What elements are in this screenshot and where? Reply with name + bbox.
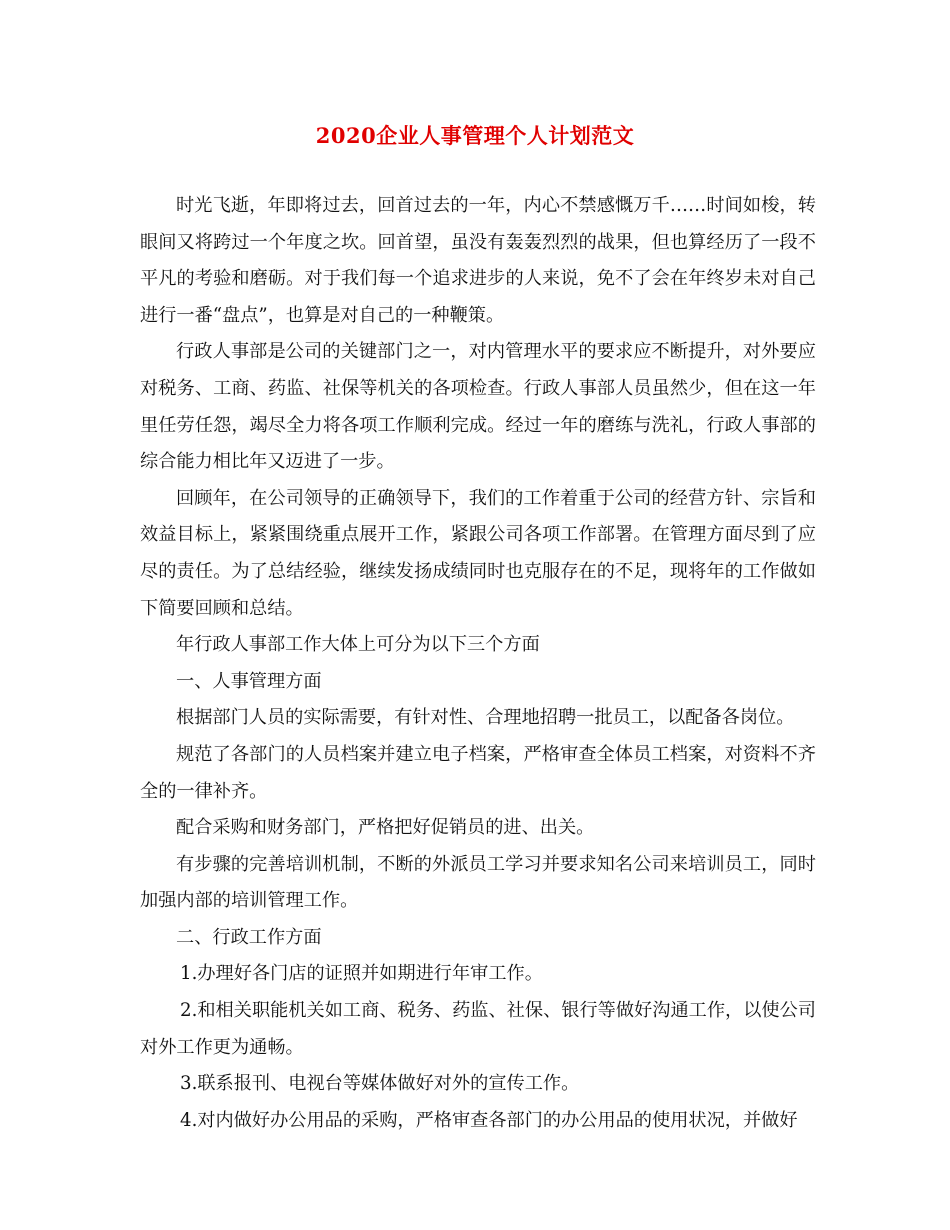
paragraph-overview: 年行政人事部工作大体上可分为以下三个方面 (176, 634, 540, 656)
document-body (140, 188, 816, 1139)
list-item-3: 3.联系报刊、电视台等媒体做好对外的宣传工作。 (180, 1073, 580, 1095)
section-heading-personnel: 一、人事管理方面 (176, 670, 322, 692)
paragraph-review: 回顾年，在公司领导的正确领导下，我们的工作着重于公司的经营方针、宗旨和效益目标上，紧紧围绕重点展开工作，紧跟公司各项工作部署。在管理方面尽到了应尽的责任。为了总结经验，继续发扬成绩同时也克服存在的不足，现将年的工作做如下简要回顾和总结。 (140, 487, 816, 619)
list-item-1: 1.办理好各门店的证照并如期进行年审工作。 (180, 963, 543, 985)
section-heading-administration: 二、行政工作方面 (176, 926, 322, 948)
paragraph-training: 有步骤的完善培训机制，不断的外派员工学习并要求知名公司来培训员工，同时加强内部的培训管理工作。 (140, 853, 816, 912)
paragraph-archives: 规范了各部门的人员档案并建立电子档案，严格审查全体员工档案，对资料不齐全的一律补齐。 (140, 743, 816, 802)
paragraph-intro: 时光飞逝，年即将过去，回首过去的一年，内心不禁感慨万千……时间如梭，转眼间又将跨过一个年度之坎。回首望，虽没有轰轰烈烈的战果，但也算经历了一段不平凡的考验和磨砺。对于我们每一个追求进步的人来说，免不了会在年终岁未对自己进行一番“盘点”，也算是对自己的一种鞭策。 (140, 195, 816, 326)
document-title: 2020企业人事管理个人计划范文 (315, 123, 635, 148)
list-item-4: 4.对内做好办公用品的采购，严格审查各部门的办公用品的使用状况，并做好 (180, 1109, 798, 1131)
paragraph-promoters: 配合采购和财务部门，严格把好促销员的进、出关。 (176, 817, 595, 839)
list-item-2: 2.和相关职能机关如工商、税务、药监、社保、银行等做好沟通工作，以使公司对外工作更为通畅。 (140, 1000, 816, 1058)
paragraph-recruitment: 根据部门人员的实际需要，有针对性、合理地招聘一批员工，以配备各岗位。 (176, 707, 795, 729)
paragraph-department: 行政人事部是公司的关键部门之一，对内管理水平的要求应不断提升，对外要应对税务、工商、药监、社保等机关的各项检查。行政人事部人员虽然少，但在这一年里任劳任怨，竭尽全力将各项工作顺利完成。经过一年的磨练与洗礼，行政人事部的综合能力相比年又迈进了一步。 (140, 341, 816, 473)
